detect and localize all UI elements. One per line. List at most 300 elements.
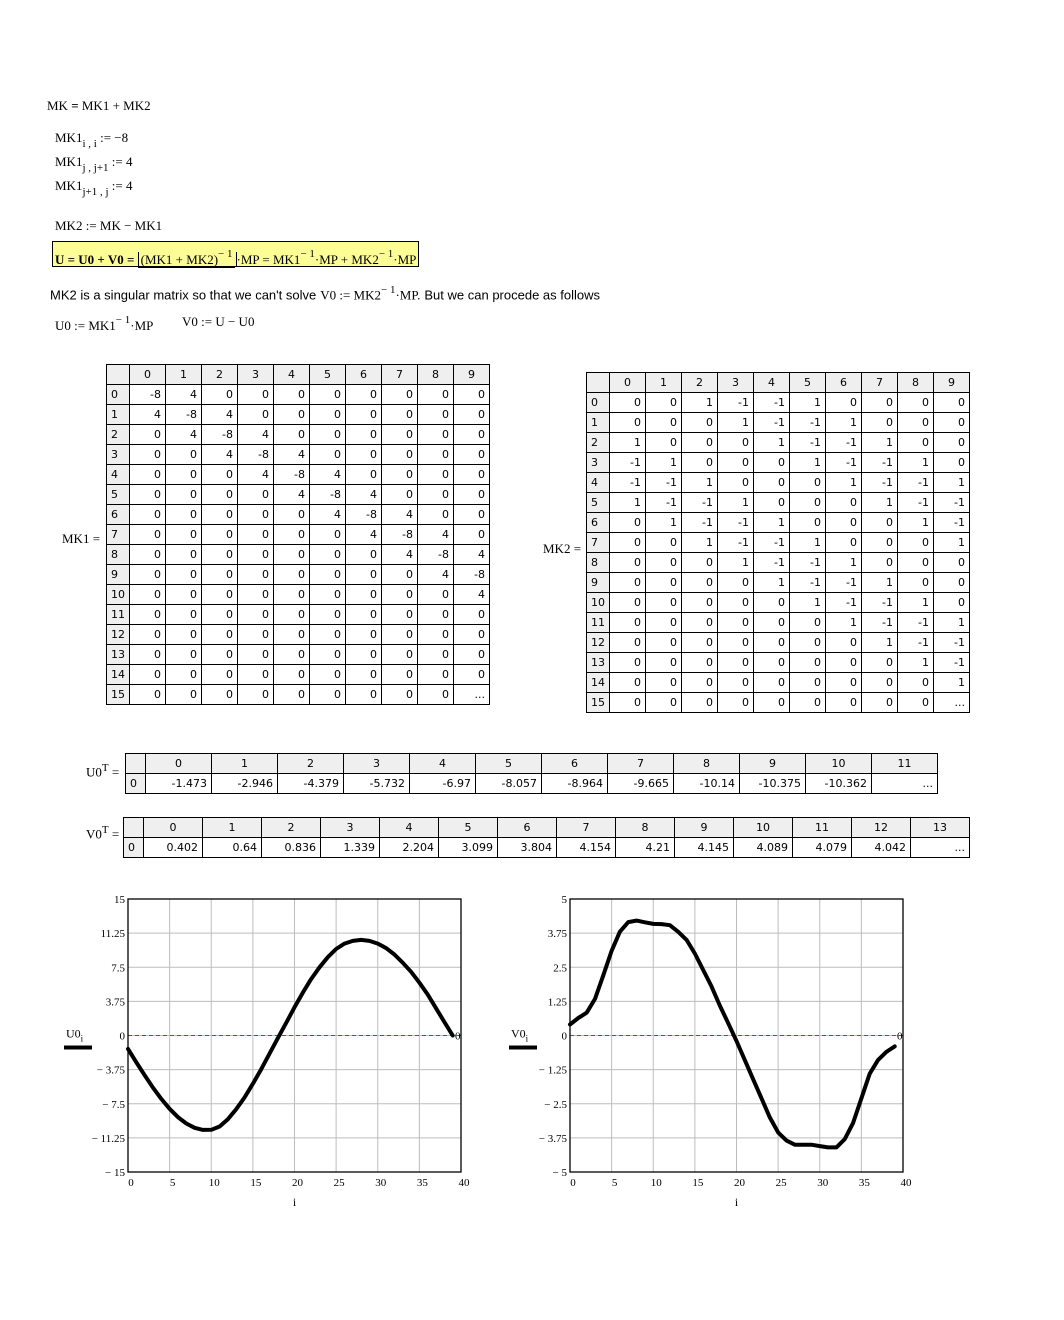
- matrix-cell: 0: [862, 553, 898, 573]
- matrix-cell: 0: [274, 585, 310, 605]
- assign-op: :=: [100, 130, 112, 145]
- header-row: [587, 373, 970, 393]
- row-header: 5: [587, 493, 610, 513]
- matrix-cell: 0: [274, 605, 310, 625]
- column-header: 9: [675, 818, 734, 838]
- matrix-cell: 0: [682, 633, 718, 653]
- matrix-cell: -1: [682, 493, 718, 513]
- matrix-cell: 0: [346, 425, 382, 445]
- equation-mk2-def: MK2 := MK − MK1: [55, 218, 163, 233]
- table-row: [587, 633, 970, 653]
- var-name: U0: [86, 764, 102, 780]
- u0t-vector[interactable]: [125, 753, 938, 794]
- matrix-cell: 0: [202, 585, 238, 605]
- matrix-cell: -1: [826, 453, 862, 473]
- note-text: MK2 is a singular matrix so that we can't solve: [50, 287, 317, 303]
- matrix-cell: -1: [934, 493, 970, 513]
- superscript: − 1: [300, 248, 315, 260]
- matrix-cell: 0: [862, 513, 898, 533]
- assign-op: :=: [111, 154, 123, 169]
- matrix-cell: 4: [418, 565, 454, 585]
- matrix-cell: 0: [274, 405, 310, 425]
- row-header: 7: [107, 525, 130, 545]
- vector-cell: 1.339: [321, 838, 380, 858]
- matrix-cell: 0: [346, 645, 382, 665]
- matrix-cell: 0: [166, 625, 202, 645]
- corner-cell: [126, 754, 146, 774]
- matrix-cell: 0: [610, 553, 646, 573]
- vector-cell: 2.204: [380, 838, 439, 858]
- vector-cell: -10.14: [674, 774, 740, 794]
- matrix-cell: 0: [238, 385, 274, 405]
- note-line: [50, 284, 600, 304]
- matrix-cell: 1: [862, 433, 898, 453]
- matrix-cell: -1: [862, 473, 898, 493]
- matrix-cell: 1: [754, 573, 790, 593]
- matrix-cell: 0: [166, 465, 202, 485]
- matrix-cell: 1: [610, 433, 646, 453]
- matrix-cell: 0: [682, 553, 718, 573]
- vector-cell: 0.402: [144, 838, 203, 858]
- matrix-cell: 1: [718, 493, 754, 513]
- v0t-label: [86, 824, 119, 842]
- matrix-cell: 0: [682, 613, 718, 633]
- matrix-cell: -8: [202, 425, 238, 445]
- matrix-cell: 0: [382, 445, 418, 465]
- assign-op: :=: [111, 178, 123, 193]
- x-tick-label: 30: [817, 1177, 829, 1189]
- matrix-cell: 0: [862, 693, 898, 713]
- superscript: T: [101, 824, 109, 836]
- column-header: 0: [610, 373, 646, 393]
- matrix-cell: 1: [898, 513, 934, 533]
- matrix-cell: 1: [898, 593, 934, 613]
- matrix-cell: 1: [862, 493, 898, 513]
- u0t-table[interactable]: [125, 753, 938, 794]
- matrix-cell: 0: [646, 553, 682, 573]
- matrix-cell: 0: [274, 625, 310, 645]
- column-header: 10: [806, 754, 872, 774]
- y-tick-label: − 15: [105, 1167, 125, 1179]
- matrix-cell: 0: [646, 533, 682, 553]
- matrix-cell: 0: [274, 645, 310, 665]
- matrix-cell: -1: [826, 593, 862, 613]
- matrix-cell: 4: [166, 385, 202, 405]
- column-header: 0: [130, 365, 166, 385]
- row-header: 9: [107, 565, 130, 585]
- matrix-cell: ...: [934, 693, 970, 713]
- column-header: 11: [793, 818, 852, 838]
- column-header: 2: [202, 365, 238, 385]
- matrix-cell: 0: [130, 505, 166, 525]
- data-series-line: [570, 921, 895, 1148]
- row-header: 0: [587, 393, 610, 413]
- matrix-cell: 1: [682, 533, 718, 553]
- y-tick-label: 15: [114, 894, 125, 906]
- mk2-matrix[interactable]: [586, 372, 970, 713]
- matrix-cell: -1: [898, 493, 934, 513]
- y-tick-label: 11.25: [100, 928, 125, 941]
- vector-cell: 3.804: [498, 838, 557, 858]
- column-header: 1: [212, 754, 278, 774]
- matrix-cell: 0: [418, 485, 454, 505]
- matrix-cell: 0: [382, 685, 418, 705]
- column-header: 7: [608, 754, 674, 774]
- column-header: 3: [238, 365, 274, 385]
- matrix-cell: 0: [610, 653, 646, 673]
- x-tick-label: 35: [416, 1177, 428, 1189]
- row-header: 3: [107, 445, 130, 465]
- table-row: [587, 593, 970, 613]
- highlighted-equation[interactable]: [52, 241, 419, 267]
- column-header: 1: [203, 818, 262, 838]
- matrix-cell: 0: [682, 573, 718, 593]
- table-row: [587, 693, 970, 713]
- matrix-cell: 1: [790, 453, 826, 473]
- column-header: 8: [674, 754, 740, 774]
- y-tick-label: − 3.75: [96, 1064, 125, 1077]
- matrix-cell: 0: [346, 585, 382, 605]
- table-row: [587, 453, 970, 473]
- matrix-cell: 1: [826, 473, 862, 493]
- matrix-cell: -1: [754, 393, 790, 413]
- matrix-cell: -8: [130, 385, 166, 405]
- matrix-cell: 0: [346, 665, 382, 685]
- row-header: 4: [587, 473, 610, 493]
- matrix-cell: -1: [754, 413, 790, 433]
- matrix-cell: 1: [898, 453, 934, 473]
- matrix-cell: 1: [934, 533, 970, 553]
- vector-cell: 4.079: [793, 838, 852, 858]
- y-tick-label: 0: [561, 1030, 567, 1043]
- matrix-cell: 0: [790, 493, 826, 513]
- row-header: 11: [107, 605, 130, 625]
- eq-part: U = U0 + V0 =: [55, 252, 138, 267]
- row-header: 12: [587, 633, 610, 653]
- matrix-cell: 0: [646, 633, 682, 653]
- corner-cell: [587, 373, 610, 393]
- column-header: 0: [144, 818, 203, 838]
- table-row: [587, 653, 970, 673]
- matrix-cell: 0: [610, 633, 646, 653]
- matrix-cell: ...: [454, 685, 490, 705]
- matrix-cell: 0: [862, 673, 898, 693]
- matrix-cell: -1: [934, 633, 970, 653]
- matrix-cell: 0: [202, 485, 238, 505]
- column-header: 2: [682, 373, 718, 393]
- matrix-cell: 0: [418, 645, 454, 665]
- table-row: [107, 445, 490, 465]
- matrix-cell: 0: [238, 625, 274, 645]
- row-header: 2: [107, 425, 130, 445]
- matrix-cell: 0: [202, 565, 238, 585]
- matrix-cell: 0: [346, 405, 382, 425]
- row-header: 3: [587, 453, 610, 473]
- matrix-cell: 0: [682, 653, 718, 673]
- matrix-cell: 0: [130, 425, 166, 445]
- vector-cell: ...: [911, 838, 970, 858]
- mk1-table[interactable]: [106, 364, 490, 705]
- matrix-cell: 0: [754, 653, 790, 673]
- matrix-cell: -1: [790, 413, 826, 433]
- x-tick-label: 15: [692, 1177, 704, 1189]
- x-tick-label: 10: [208, 1177, 220, 1189]
- eq-part: ·MP: [393, 252, 417, 267]
- vector-cell: 4.154: [557, 838, 616, 858]
- matrix-cell: 0: [346, 465, 382, 485]
- y-tick-label: 3.75: [105, 996, 125, 1009]
- matrix-cell: 0: [718, 453, 754, 473]
- column-header: 3: [344, 754, 410, 774]
- vector-cell: 4.21: [616, 838, 675, 858]
- matrix-cell: 0: [790, 653, 826, 673]
- matrix-cell: 0: [130, 445, 166, 465]
- equation-mk1-lower: [55, 178, 132, 198]
- matrix-cell: 0: [646, 573, 682, 593]
- matrix-cell: -8: [418, 545, 454, 565]
- matrix-cell: -1: [898, 633, 934, 653]
- row-header: 8: [107, 545, 130, 565]
- equation-mk-sum: [47, 98, 151, 114]
- matrix-cell: 0: [454, 405, 490, 425]
- matrix-cell: 0: [310, 605, 346, 625]
- matrix-cell: 0: [454, 385, 490, 405]
- matrix-cell: 0: [610, 513, 646, 533]
- matrix-cell: 0: [790, 513, 826, 533]
- column-header: 1: [166, 365, 202, 385]
- table-row: [107, 685, 490, 705]
- matrix-cell: 0: [382, 665, 418, 685]
- v0-plot[interactable]: [495, 890, 925, 1210]
- x-tick-label: 20: [734, 1177, 745, 1189]
- matrix-cell: 4: [202, 405, 238, 425]
- y-tick-label: 2.5: [553, 962, 567, 975]
- matrix-cell: 0: [346, 565, 382, 585]
- matrix-cell: 0: [682, 453, 718, 473]
- x-tick-label: 40: [900, 1177, 912, 1189]
- matrix-cell: -1: [826, 573, 862, 593]
- column-header: 6: [542, 754, 608, 774]
- row-header: 0: [124, 838, 144, 858]
- matrix-cell: -8: [238, 445, 274, 465]
- matrix-cell: 0: [454, 425, 490, 445]
- x-tick-label: 35: [858, 1177, 870, 1189]
- vector-cell: 3.099: [439, 838, 498, 858]
- matrix-cell: 0: [826, 533, 862, 553]
- matrix-cell: -8: [454, 565, 490, 585]
- matrix-cell: 0: [610, 393, 646, 413]
- column-header: 4: [410, 754, 476, 774]
- matrix-cell: 0: [274, 685, 310, 705]
- matrix-cell: 0: [274, 385, 310, 405]
- vector-cell: 4.089: [734, 838, 793, 858]
- matrix-cell: -1: [790, 573, 826, 593]
- matrix-cell: 0: [238, 485, 274, 505]
- matrix-cell: 0: [718, 673, 754, 693]
- matrix-cell: 0: [310, 425, 346, 445]
- row-header: 1: [587, 413, 610, 433]
- matrix-cell: 4: [346, 525, 382, 545]
- zero-marker-label: 0: [897, 1030, 903, 1043]
- matrix-cell: 0: [310, 585, 346, 605]
- u0-plot[interactable]: [50, 890, 480, 1210]
- u0t-label: [86, 762, 119, 780]
- matrix-cell: 0: [934, 433, 970, 453]
- matrix-cell: 1: [754, 433, 790, 453]
- matrix-cell: 0: [202, 605, 238, 625]
- data-series-line: [128, 940, 453, 1130]
- matrix-cell: -1: [862, 593, 898, 613]
- column-header: 5: [790, 373, 826, 393]
- mk1-label: MK1 =: [62, 531, 101, 546]
- matrix-cell: 0: [826, 513, 862, 533]
- y-tick-label: − 11.25: [91, 1132, 125, 1145]
- v0t-vector[interactable]: [123, 817, 970, 858]
- matrix-cell: 0: [418, 585, 454, 605]
- matrix-cell: 0: [610, 533, 646, 553]
- row-header: 6: [587, 513, 610, 533]
- matrix-cell: 0: [610, 413, 646, 433]
- matrix-cell: 0: [166, 645, 202, 665]
- matrix-cell: -1: [790, 553, 826, 573]
- row-header: 5: [107, 485, 130, 505]
- matrix-cell: 0: [310, 685, 346, 705]
- matrix-cell: 0: [274, 505, 310, 525]
- matrix-cell: 4: [382, 545, 418, 565]
- table-row: [587, 493, 970, 513]
- table-row: [124, 838, 970, 858]
- eq-op: =: [71, 98, 79, 113]
- matrix-cell: 0: [754, 473, 790, 493]
- matrix-cell: 0: [238, 685, 274, 705]
- matrix-cell: 1: [718, 553, 754, 573]
- column-header: 4: [274, 365, 310, 385]
- matrix-cell: -1: [718, 533, 754, 553]
- matrix-cell: 4: [130, 405, 166, 425]
- vector-cell: -8.057: [476, 774, 542, 794]
- table-row: [107, 425, 490, 445]
- table-row: [107, 605, 490, 625]
- matrix-cell: 0: [418, 625, 454, 645]
- matrix-cell: 0: [646, 653, 682, 673]
- matrix-cell: -1: [718, 513, 754, 533]
- table-row: [107, 485, 490, 505]
- equation-v0-def: V0 := U − U0: [182, 314, 255, 329]
- matrix-cell: 0: [934, 393, 970, 413]
- matrix-cell: 0: [682, 433, 718, 453]
- vector-cell: -2.946: [212, 774, 278, 794]
- mk1-matrix[interactable]: [106, 364, 490, 705]
- subscript: j , j+1: [82, 162, 109, 174]
- column-header: 1: [646, 373, 682, 393]
- vector-cell: -1.473: [146, 774, 212, 794]
- matrix-cell: 0: [130, 605, 166, 625]
- matrix-cell: 4: [382, 505, 418, 525]
- matrix-cell: 0: [274, 665, 310, 685]
- row-header: 10: [587, 593, 610, 613]
- matrix-cell: 0: [346, 545, 382, 565]
- matrix-cell: 0: [382, 405, 418, 425]
- eq-lhs: MK: [47, 98, 68, 113]
- matrix-cell: 0: [310, 625, 346, 645]
- matrix-cell: 0: [202, 625, 238, 645]
- matrix-cell: 1: [934, 473, 970, 493]
- matrix-cell: 1: [646, 453, 682, 473]
- y-tick-label: 3.75: [547, 928, 567, 941]
- x-tick-label: 0: [570, 1177, 576, 1189]
- matrix-cell: 0: [934, 553, 970, 573]
- matrix-cell: 1: [862, 573, 898, 593]
- vector-cell: 4.042: [852, 838, 911, 858]
- matrix-cell: 0: [418, 445, 454, 465]
- matrix-cell: -1: [718, 393, 754, 413]
- matrix-cell: 0: [130, 465, 166, 485]
- y-axis-label: $U0_i$: [66, 1026, 84, 1044]
- mk2-table[interactable]: [586, 372, 970, 713]
- column-header: 0: [146, 754, 212, 774]
- eq-part: (MK1 + MK2): [140, 252, 219, 267]
- matrix-cell: 0: [454, 645, 490, 665]
- header-row: [107, 365, 490, 385]
- eq-part: ·MP = MK1: [236, 252, 301, 267]
- matrix-cell: 0: [166, 545, 202, 565]
- y-tick-label: − 7.5: [102, 1098, 125, 1111]
- matrix-cell: 0: [826, 653, 862, 673]
- matrix-cell: 4: [274, 485, 310, 505]
- x-tick-label: 5: [611, 1177, 618, 1189]
- v0t-table[interactable]: [123, 817, 970, 858]
- matrix-cell: 0: [862, 393, 898, 413]
- row-header: 14: [107, 665, 130, 685]
- x-axis-label: i: [734, 1195, 739, 1209]
- matrix-cell: 4: [166, 425, 202, 445]
- value: 4: [125, 154, 133, 169]
- column-header: 8: [418, 365, 454, 385]
- table-row: [587, 393, 970, 413]
- matrix-cell: 0: [346, 605, 382, 625]
- matrix-cell: -8: [382, 525, 418, 545]
- matrix-cell: -1: [898, 473, 934, 493]
- subscript: j+1 , j: [82, 186, 109, 198]
- table-row: [107, 645, 490, 665]
- matrix-cell: 0: [382, 565, 418, 585]
- row-header: 6: [107, 505, 130, 525]
- matrix-cell: 0: [454, 505, 490, 525]
- matrix-cell: 0: [754, 613, 790, 633]
- matrix-cell: -1: [898, 613, 934, 633]
- value: 4: [125, 178, 133, 193]
- matrix-cell: 0: [646, 433, 682, 453]
- column-header: 13: [911, 818, 970, 838]
- matrix-cell: 4: [310, 505, 346, 525]
- column-header: 11: [872, 754, 938, 774]
- vector-cell: -10.375: [740, 774, 806, 794]
- matrix-cell: 0: [238, 405, 274, 425]
- matrix-cell: 0: [130, 625, 166, 645]
- matrix-cell: 0: [898, 673, 934, 693]
- equation-u0-def: [55, 314, 153, 334]
- table-row: [107, 585, 490, 605]
- matrix-cell: 1: [646, 513, 682, 533]
- matrix-cell: 0: [682, 593, 718, 613]
- table-row: [587, 673, 970, 693]
- matrix-cell: 4: [274, 445, 310, 465]
- matrix-cell: 0: [862, 653, 898, 673]
- matrix-cell: 0: [898, 413, 934, 433]
- row-header: 15: [107, 685, 130, 705]
- matrix-cell: -1: [610, 453, 646, 473]
- matrix-cell: 0: [754, 453, 790, 473]
